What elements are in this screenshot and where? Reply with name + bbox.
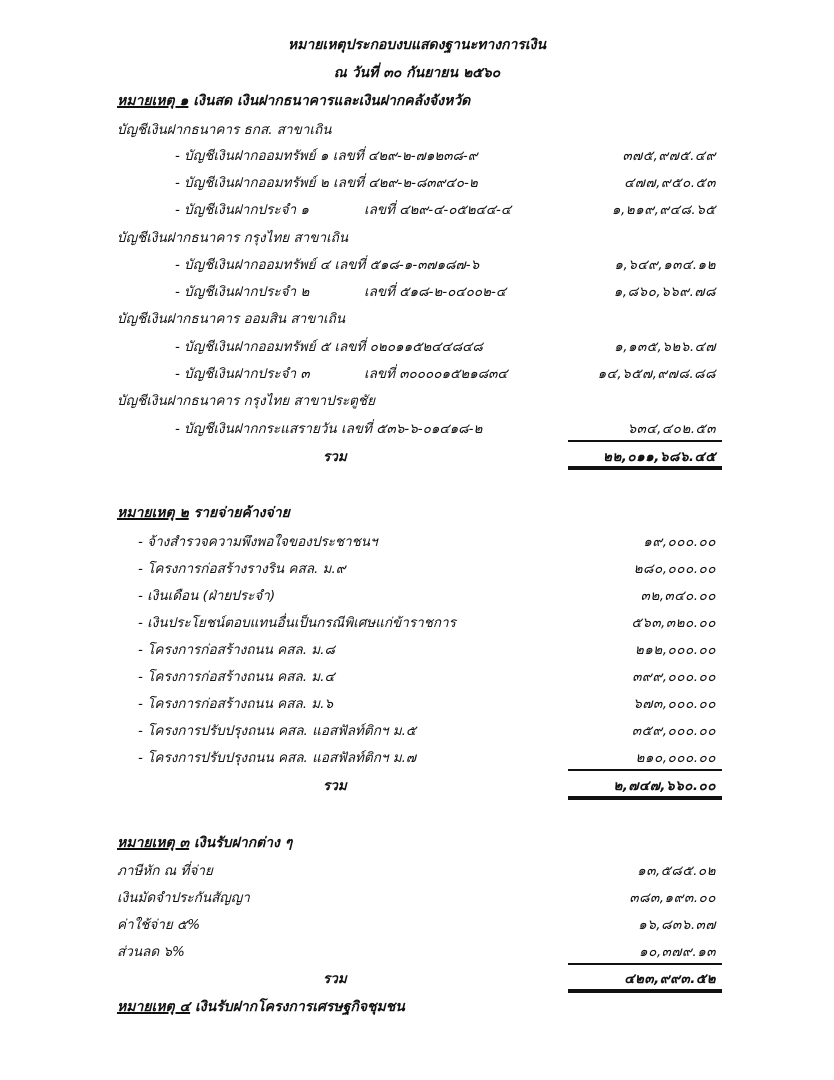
- note1-heading: [117, 90, 470, 112]
- account-label: - บัญชีเงินฝากประจำ ๒: [175, 284, 310, 300]
- account-row: [0, 144, 834, 166]
- note2-title: รายจ่ายค้างจ่าย: [188, 505, 290, 521]
- deposit-row: [0, 913, 834, 935]
- deposit-row: [0, 886, 834, 908]
- document-title: หมายเหตุประกอบงบแสดงฐานะทางการเงิน: [287, 37, 547, 53]
- total-bottom-rule: [568, 989, 722, 993]
- expense-label: - โครงการก่อสร้างรางริน คสล. ม.๙: [138, 561, 346, 577]
- document-date: ณ วันที่ ๓๐ กันยายน ๒๕๖๐: [333, 65, 501, 81]
- expense-amount: ๓๕๙,๐๐๐.๐๐: [631, 723, 716, 739]
- expense-row: [0, 665, 834, 687]
- bank-name: บัญชีเงินฝากธนาคาร ธกส. สาขาเถิน: [117, 122, 332, 138]
- total-label: รวม: [323, 449, 347, 465]
- deposit-amount: ๑๖,๘๓๖.๓๗: [638, 917, 716, 933]
- note3-title: เงินรับฝากต่าง ๆ: [189, 835, 293, 851]
- total-top-rule: [568, 963, 722, 965]
- deposit-label: ส่วนลด ๖%: [117, 944, 185, 960]
- expense-row: [0, 584, 834, 606]
- account-amount: ๑,๑๓๕,๖๒๖.๔๗: [614, 339, 716, 355]
- deposit-row: [0, 940, 834, 962]
- account-row: [0, 335, 834, 357]
- account-amount: ๑,๖๔๙,๑๓๔.๑๒: [614, 257, 716, 273]
- expense-row: [0, 719, 834, 741]
- note2-label: หมายเหตุ ๒: [117, 505, 189, 521]
- expense-row: [0, 746, 834, 768]
- total-label: รวม: [323, 778, 347, 794]
- note4-label: หมายเหตุ ๔: [117, 999, 191, 1015]
- expense-amount: ๒๘๐,๐๐๐.๐๐: [633, 561, 716, 577]
- account-label: - บัญชีเงินฝากกระแสรายวัน เลขที่ ๕๓๖-๖-๐๑๔๑๘-๒: [175, 421, 483, 437]
- total-label: รวม: [323, 971, 347, 987]
- deposit-label: ภาษีหัก ณ ที่จ่าย: [117, 863, 213, 879]
- account-row: [0, 171, 834, 193]
- expense-label: - โครงการปรับปรุงถนน คสล. แอสฟัลท์ติกฯ ม.๕: [138, 723, 417, 739]
- expense-amount: ๒๑๐,๐๐๐.๐๐: [635, 750, 716, 766]
- account-amount: ๓๗๕,๙๗๕.๔๙: [622, 148, 716, 164]
- expense-label: - โครงการก่อสร้างถนน คสล. ม.๘: [138, 642, 335, 658]
- expense-label: - โครงการก่อสร้างถนน คสล. ม.๔: [138, 669, 335, 685]
- expense-amount: ๑๙,๐๐๐.๐๐: [643, 534, 716, 550]
- account-number: เลขที่ ๓๐๐๐๐๑๕๒๑๘๓๔: [364, 366, 508, 382]
- expense-row: [0, 611, 834, 633]
- expense-row: [0, 692, 834, 714]
- expense-amount: ๒๑๒,๐๐๐.๐๐: [634, 642, 716, 658]
- deposit-label: เงินมัดจำประกันสัญญา: [117, 890, 250, 906]
- expense-amount: ๓๙๙,๐๐๐.๐๐: [632, 669, 716, 685]
- account-row: [0, 198, 834, 220]
- account-label: - บัญชีเงินฝากประจำ ๑: [175, 202, 309, 218]
- expense-amount: ๖๗๓,๐๐๐.๐๐: [633, 696, 716, 712]
- account-amount: ๖๓๔,๔๐๒.๕๓: [627, 421, 716, 437]
- total-bottom-rule: [568, 796, 722, 800]
- total-amount: ๔๒๓,๙๙๓.๕๒: [624, 971, 716, 987]
- total-top-rule: [568, 440, 722, 442]
- expense-label: - เงินประโยชน์ตอบแทนอื่นเป็นกรณีพิเศษแก่ข้าราชการ: [138, 615, 456, 631]
- account-row: [0, 280, 834, 302]
- account-amount: ๑,๒๑๙,๙๔๘.๖๕: [611, 202, 716, 218]
- bank-name: บัญชีเงินฝากธนาคาร กรุงไทย สาขาประตูชัย: [117, 393, 375, 409]
- account-amount: ๑,๘๖๐,๖๖๙.๗๘: [613, 284, 716, 300]
- account-row: [0, 253, 834, 275]
- expense-label: - เงินเดือน (ฝ่ายประจำ): [138, 588, 276, 604]
- expense-amount: ๓๒,๓๔๐.๐๐: [640, 588, 716, 604]
- total-top-rule: [568, 769, 722, 771]
- account-row: [0, 417, 834, 439]
- account-row: [0, 362, 834, 384]
- note1-label: หมายเหตุ ๑: [117, 93, 189, 109]
- total-amount: ๒,๗๔๗,๖๖๐.๐๐: [613, 778, 716, 794]
- account-label: - บัญชีเงินฝากออมทรัพย์ ๔ เลขที่ ๕๑๘-๑-๓๗๑๘๗-๖: [175, 257, 480, 273]
- expense-row: [0, 638, 834, 660]
- deposit-label: ค่าใช้จ่าย ๕%: [117, 917, 201, 933]
- deposit-amount: ๑๓,๕๘๕.๐๒: [637, 863, 716, 879]
- account-number: เลขที่ ๕๑๘-๒-๐๔๐๐๒-๔: [364, 284, 507, 300]
- note2-heading: [117, 502, 290, 524]
- note4-title: เงินรับฝากโครงการเศรษฐกิจชุมชน: [190, 999, 405, 1015]
- account-amount: ๔๗๗,๙๕๐.๕๓: [624, 175, 716, 191]
- note3-heading: [117, 832, 292, 854]
- expense-label: - โครงการปรับปรุงถนน คสล. แอสฟัลท์ติกฯ ม.๗: [138, 750, 417, 766]
- total-amount: ๒๒,๐๑๑,๖๘๖.๔๕: [602, 449, 716, 465]
- account-label: - บัญชีเงินฝากประจำ ๓: [175, 366, 310, 382]
- expense-row: [0, 530, 834, 552]
- note4-heading: [117, 996, 405, 1018]
- bank-name: บัญชีเงินฝากธนาคาร ออมสิน สาขาเถิน: [117, 311, 346, 327]
- expense-label: - จ้างสำรวจความพึงพอใจของประชาชนฯ: [138, 534, 378, 550]
- account-label: - บัญชีเงินฝากออมทรัพย์ ๑ เลขที่ ๔๒๙-๒-๗๑๒๓๘-๙: [175, 148, 478, 164]
- expense-label: - โครงการก่อสร้างถนน คสล. ม.๖: [138, 696, 334, 712]
- account-label: - บัญชีเงินฝากออมทรัพย์ ๕ เลขที่ ๐๒๐๑๑๕๒๔๔๘๔๘: [175, 339, 483, 355]
- deposit-amount: ๑๐,๓๗๙.๑๓: [639, 944, 716, 960]
- note1-title: เงินสด เงินฝากธนาคารและเงินฝากคลังจังหวัด: [188, 93, 471, 109]
- expense-amount: ๕๖๓,๓๒๐.๐๐: [631, 615, 716, 631]
- account-amount: ๑๔,๖๕๗,๙๗๘.๘๘: [597, 366, 716, 382]
- expense-row: [0, 557, 834, 579]
- note3-label: หมายเหตุ ๓: [117, 835, 190, 851]
- deposit-row: [0, 859, 834, 881]
- bank-name: บัญชีเงินฝากธนาคาร กรุงไทย สาขาเถิน: [117, 230, 349, 246]
- deposit-amount: ๓๘๓,๑๙๓.๐๐: [629, 890, 716, 906]
- account-label: - บัญชีเงินฝากออมทรัพย์ ๒ เลขที่ ๔๒๙-๒-๘๓๙๔๐-๒: [175, 175, 478, 191]
- total-bottom-rule: [568, 466, 722, 470]
- account-number: เลขที่ ๔๒๙-๔-๐๕๒๔๔-๔: [364, 202, 512, 218]
